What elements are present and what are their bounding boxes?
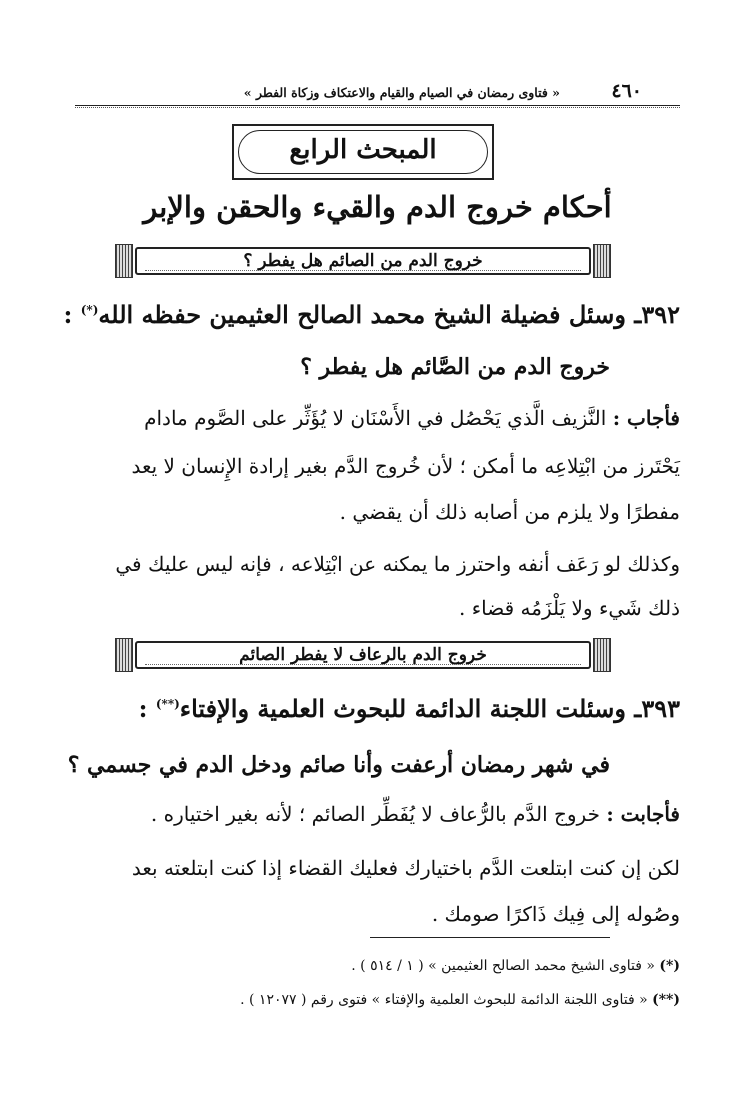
answer-line	[70, 406, 680, 430]
banner-title: خروج الدم بالرعاف لا يفطر الصائم	[239, 645, 487, 665]
answer-text: خروج الدَّم بالرُّعاف لا يُفَطِّر الصائم ؛ لأنه بغير اختياره .	[150, 802, 600, 826]
footnote	[70, 992, 680, 1008]
paragraph-line: وصُوله إلى فِيك ذَاكرًا صومك .	[431, 902, 680, 926]
footnote-ref: (**)	[155, 697, 180, 711]
banner-bar	[135, 641, 591, 669]
paragraph-line: وكذلك لو رَعَف أنفه واحترز ما يمكنه عن ابْتِلاعه ، فإنه ليس عليك في	[115, 552, 680, 576]
answer-line: مفطرًا ولا يلزم من أصابه ذلك أن يقضي .	[339, 500, 680, 524]
chapter-label: المبحث الرابع	[289, 135, 437, 165]
answer-line: يَحْتَرز من ابْتِلاعِه ما أمكن ؛ لأن خُروج الدَّم بغير إرادة الإِنسان لا يعد	[131, 454, 680, 478]
chapter-frame-inner	[238, 130, 488, 174]
question-number: ٣٩٢ـ	[634, 300, 680, 329]
question-number: ٣٩٣ـ	[634, 694, 680, 723]
paragraph-line: ذلك شَيء ولا يَلْزَمُه قضاء .	[459, 596, 680, 620]
question-intro: وسئل فضيلة الشيخ محمد الصالح العثيمين حفظه الله	[98, 300, 626, 329]
banner-cap-left	[115, 244, 133, 278]
chapter-title: أحكام خروج الدم والقيء والحقن والإبر	[143, 190, 612, 224]
footnote-text: « فتاوى الشيخ محمد الصالح العثيمين » ( ١ / ٥١٤ ) .	[351, 958, 655, 974]
footnote-mark: (*)	[659, 958, 680, 974]
paragraph-line: لكن إن كنت ابتلعت الدَّم باختيارك فعليك القضاء إذا كنت ابتلعته بعد	[131, 856, 680, 880]
footnote	[70, 958, 680, 974]
page-number: ٤٦٠	[611, 80, 642, 102]
question-intro: وسئلت اللجنة الدائمة للبحوث العلمية والإفتاء	[179, 694, 626, 723]
section-banner	[115, 244, 611, 278]
section-banner	[115, 638, 611, 672]
footnote-mark: (**)	[652, 992, 680, 1008]
question-text: في شهر رمضان أرعفت وأنا صائم ودخل الدم في جسمي ؟	[67, 752, 610, 778]
running-title: « فتاوى رمضان في الصيام والقيام والاعتكاف وزكاة الفطر »	[243, 85, 560, 100]
banner-title: خروج الدم من الصائم هل يفطر ؟	[243, 251, 483, 271]
banner-cap-right	[593, 638, 611, 672]
footnote-text: « فتاوى اللجنة الدائمة للبحوث العلمية والإفتاء » فتوى رقم ( ١٢٠٧٧ ) .	[240, 992, 648, 1008]
question-text: خروج الدم من الصَّائم هل يفطر ؟	[300, 354, 610, 380]
question-heading	[63, 300, 680, 329]
footnote-rule	[370, 937, 610, 938]
banner-bar	[135, 247, 591, 275]
banner-cap-right	[593, 244, 611, 278]
footnote-ref: (*)	[80, 303, 99, 317]
answer-label: فأجاب :	[612, 406, 680, 430]
question-colon: :	[138, 694, 148, 723]
banner-cap-left	[115, 638, 133, 672]
header-rule	[75, 105, 680, 106]
answer-text: النَّزيف الَّذي يَحْصُل في الأَسْنَان لا يُؤَثِّر على الصَّوم مادام	[144, 406, 607, 430]
chapter-frame	[232, 124, 494, 180]
question-colon: :	[63, 300, 73, 329]
answer-label: فأجابت :	[606, 802, 680, 826]
question-heading	[70, 694, 680, 723]
running-header	[75, 80, 680, 106]
answer-line	[70, 802, 680, 826]
header-dotted-rule	[75, 107, 680, 108]
